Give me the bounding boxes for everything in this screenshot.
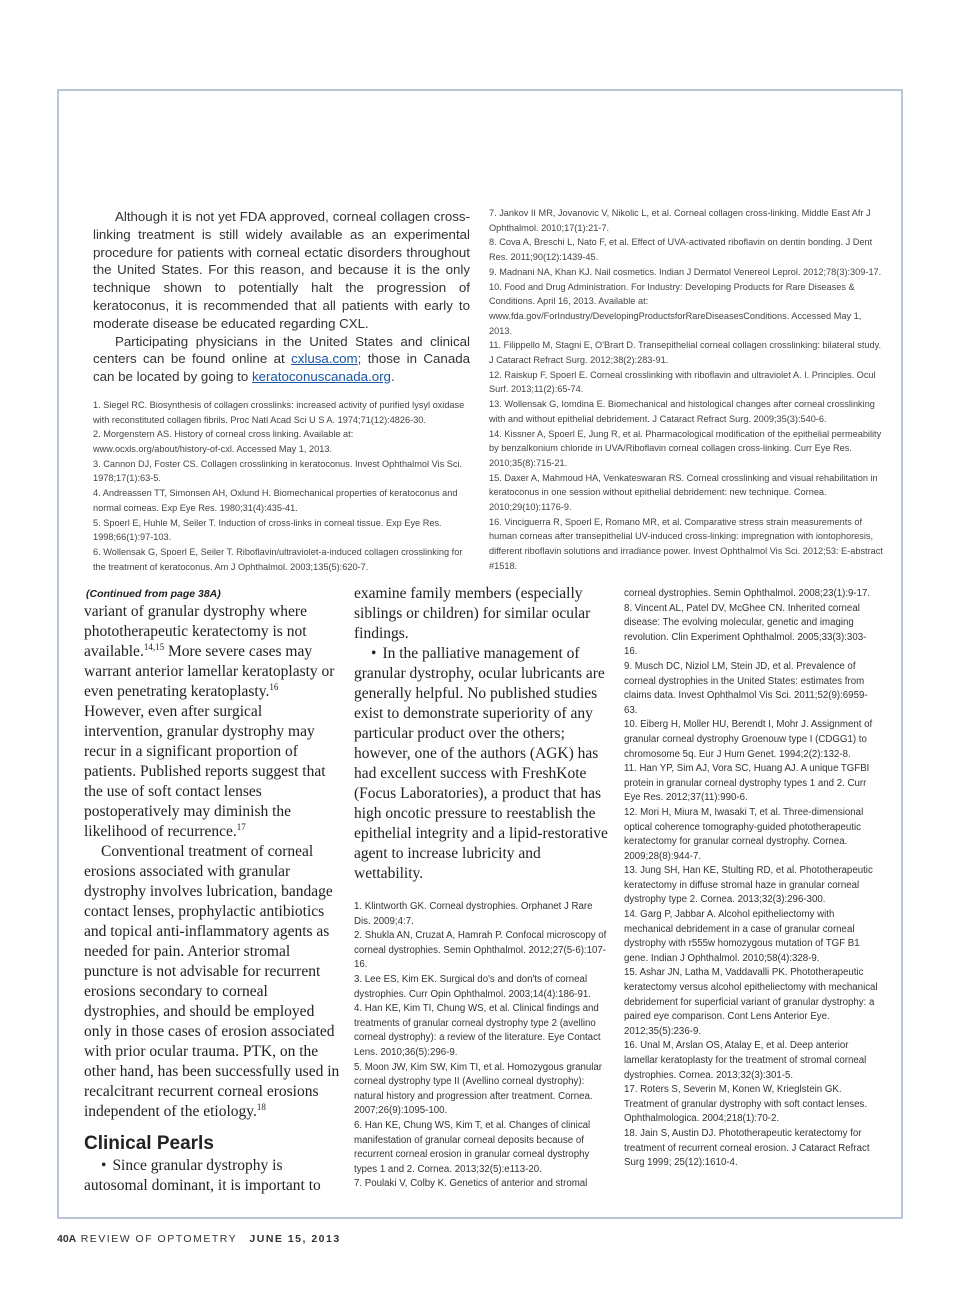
- reference-item: 9. Madnani NA, Khan KJ. Nail cosmetics. Indian J Dermatol Venereol Leprol. 2012;78(3):309-17.: [489, 266, 882, 277]
- reference-item: 16. Vinciguerra R, Spoerl E, Romano MR, et al. Comparative stress strain measurements of human corneas after transepithelial UV-induced cross-linking: impregnation with iontophoresis, different riboflavin solutions and irradiance power. Invest Ophthalmol Vis Sci. 2012;53: E-abstract #1518.: [489, 516, 883, 571]
- reference-item: 6. Wollensak G, Spoerl E, Seiler T. Riboflavin/ultraviolet-a-induced collagen crosslinking for the treatment of keratoconus. Am J Ophthalmol. 2003;135(5):620-7.: [93, 547, 463, 572]
- reference-item: 10. Eiberg H, Moller HU, Berendt I, Mohr J. Assignment of granular corneal dystrophy Groenouw type I (CDGG1) to chromosome 5q. Eur J Hum Genet. 1994;2(2):132-8.: [624, 719, 873, 760]
- reference-item: 13. Jung SH, Han KE, Stulting RD, et al. Phototherapeutic keratectomy in diffuse stromal haze in granular corneal dystrophy type 2. Cornea. 2013;32(3):296-300.: [624, 865, 873, 906]
- reference-item: 1. Klintworth GK. Corneal dystrophies. Orphanet J Rare Dis. 2009;4:7.: [354, 901, 593, 927]
- reference-item: 8. Vincent AL, Patel DV, McGhee CN. Inherited corneal disease: The evolving molecular, genetic and imaging revolution. Clin Experiment Ophthalmol. 2005;33(3):303-16.: [624, 602, 867, 658]
- pearl-bullet: • Since granular dystrophy is autosomal dominant, it is important to: [84, 1156, 340, 1196]
- reference-item: 5. Moon JW, Kim SW, Kim TI, et al. Homozygous granular corneal dystrophy type II (Avellino corneal dystrophy): natural history and progression after treatment. Cornea. 2007;26(9):1095-100.: [354, 1061, 603, 1117]
- sidebar-paragraph: Although it is not yet FDA approved, corneal collagen cross-linking treatment is still widely available as an experimental procedure for patients with corneal ectatic disorders throughout the United States. For this reason, and because it is the only technique shown to potentially halt the progression of keratoconus, it is recommended that all patients with early to moderate disease be educated regarding CXL.: [93, 209, 470, 331]
- sidebar-box: [73, 200, 887, 574]
- reference-item: 9. Musch DC, Niziol LM, Stein JD, et al. Prevalence of corneal dystrophies in the United States: estimates from claims data. Invest Ophthalmol Vis Sci. 2011;52(9):6959-63.: [624, 660, 868, 716]
- reference-item: 7. Poulaki V, Colby K. Genetics of anterior and stromal: [354, 1178, 588, 1190]
- magazine-name: REVIEW OF OPTOMETRY: [80, 1233, 237, 1245]
- pearl-bullet: • In the palliative management of granular dystrophy, ocular lubricants are generally helpful. No published studies exist to demonstrate superiority of any particular product over the others; however, one of the authors (AGK) has had excellent success with FreshKote (Focus Laboratories), a product that has high oncotic pressure to reestablish the epithelial integrity and a lipid-restorative agent to increase lubricity and wettability.: [354, 644, 610, 884]
- article-column-3: [624, 587, 879, 1171]
- reference-item: 1. Siegel RC. Biosynthesis of collagen crosslinks: increased activity of purified lysyl oxidase with reconstituted collagen fibrils. Proc Natl Acad Sci U S A. 1974;71(12):4826-30.: [93, 399, 465, 425]
- reference-item: 12. Mori H, Miura M, Iwasaki T, et al. Three-dimensional optical coherence tomography-guided phototherapeutic keratectomy for granular corneal dystrophy. Cornea. 2009;28(8):944-7.: [624, 806, 864, 862]
- cxlusa-link[interactable]: cxlusa.com: [291, 351, 358, 367]
- reference-item: 3. Lee ES, Kim EK. Surgical do's and don'ts of corneal dystrophies. Curr Opin Ophthalmol. 2003;14(4):186-91.: [354, 973, 591, 1000]
- reference-item: 3. Cannon DJ, Foster CS. Collagen crosslinking in keratoconus. Invest Ophthalmol Vis Sci. 1978;17(1):63-5.: [93, 458, 463, 484]
- reference-item: 2. Shukla AN, Cruzat A, Hamrah P. Confocal microscopy of corneal dystrophies. Semin Ophthalmol. 2012;27(5-6):107-16.: [354, 930, 607, 971]
- keratoconuscanada-link[interactable]: keratoconuscanada.org: [251, 369, 391, 385]
- reference-item: 16. Unal M, Arslan OS, Atalay E, et al. Deep anterior lamellar keratoplasty for the treatment of stromal corneal dystrophies. Cornea. 2013;32(3):301-5.: [624, 1040, 867, 1081]
- sidebar-paragraph-links: Participating physicians in the United States and clinical centers can be found online at cxlusa.com; those in Canada can be located by going to keratoconuscanada.org.: [93, 333, 471, 385]
- page-footer: [57, 1233, 341, 1245]
- reference-item: 18. Jain S, Austin DJ. Phototherapeutic keratectomy for treatment of recurrent corneal erosion. J Cataract Refract Surg 1999; 25(12):1610-4.: [624, 1127, 870, 1169]
- reference-item: 12. Raiskup F, Spoerl E. Corneal crosslinking with riboflavin and ultraviolet A. I. Principles. Ocul Surf. 2013;11(2):65-74.: [489, 369, 876, 395]
- section-heading: Clinical Pearls: [84, 1133, 214, 1154]
- sidebar-references-left: [93, 398, 470, 574]
- sidebar-left-column: [93, 208, 470, 574]
- article-paragraph: Conventional treatment of corneal erosions associated with granular dystrophy involves lubrication, bandage contact lenses, prophylactic antibiotics and topical anti-inflammatory agents as needed for pain. Anterior stromal puncture is not advisable for recurrent erosions secondary to corneal dystrophies, and should be employed only in those cases of erosion associated with prior ocular trauma. PTK, on the other hand, has been successfully used in recalcitrant recurrent corneal erosions independent of the etiology.$^{18}$: [84, 843, 340, 1120]
- reference-item: 15. Ashar JN, Latha M, Vaddavalli PK. Phototherapeutic keratectomy versus alcohol epitheliectomy with mechanical debridement for superficial variant of granular dystrophy: a paired eye comparison. Cont Lens Anterior Eye. 2012;35(5):236-9.: [624, 967, 878, 1037]
- references-list: [354, 900, 610, 1192]
- article-paragraph: examine family members (especially siblings or children) for similar ocular findings.: [354, 585, 591, 642]
- citation: 16: [269, 681, 279, 692]
- citation: 17: [236, 821, 246, 832]
- issue-date: JUNE 15, 2013: [249, 1233, 341, 1245]
- reference-item: 4. Andreassen TT, Simonsen AH, Oxlund H. Biomechanical properties of keratoconus and normal corneas. Exp Eye Res. 1980;31(4):435-41.: [93, 488, 458, 513]
- article-column-2: [354, 584, 610, 1192]
- reference-item: 5. Spoerl E, Huhle M, Seiler T. Induction of cross-links in corneal tissue. Exp Eye Res. 1998;66(1):97-103.: [93, 517, 442, 543]
- reference-item: 14. Garg P, Jabbar A. Alcohol epitheliectomy with mechanical debridement in a case of granular corneal dystrophy with r555w homozygous mutation of TGF B1 gene. Indian J Ophthalmol. 2010;58(4):328-9.: [624, 909, 860, 964]
- reference-item: 15. Daxer A, Mahmoud HA, Venkateswaran RS. Corneal crosslinking and visual rehabilitation in keratoconus in one session without epithelial debridement: new technique. Cornea. 2010;29(10):1176-9.: [489, 472, 878, 513]
- reference-item: 10. Food and Drug Administration. For Industry: Developing Products for Rare Diseases & Conditions. April 16, 2013. Available at: www.fda.gov/ForIndustry/DevelopingProductsforRareDiseasesConditions. Accessed May 1, 2013.: [489, 281, 862, 336]
- reference-item: 2. Morgenstern AS. History of corneal cross linking. Available at: www.ocxls.org/about/history-of-cxl. Accessed May 1, 2013.: [93, 429, 354, 455]
- reference-item: 17. Roters S, Severin M, Konen W, Krieglstein GK. Treatment of granular dystrophy with soft contact lenses. Ophthalmologica. 2004;218(1):70-2.: [624, 1084, 868, 1125]
- reference-item: 7. Jankov II MR, Jovanovic V, Nikolic L, et al. Corneal collagen cross-linking. Middle East Afr J Ophthalmol. 2010;17(1):21-7.: [489, 208, 871, 233]
- sidebar-references-right: [489, 206, 883, 574]
- reference-item: 14. Kissner A, Spoerl E, Jung R, et al. Pharmacological modification of the epithelial permeability by benzalkonium chloride in UVA/Riboflavin corneal collagen cross-linking. Curr Eye Res. 2010;35(8):715-21.: [489, 428, 882, 468]
- reference-item: 8. Cova A, Breschi L, Nato F, et al. Effect of UVA-activated riboflavin on dentin bonding. J Dent Res. 2011;90(12):1439-45.: [489, 237, 873, 263]
- reference-item: 11. Filippello M, Stagni E, O'Brart D. Transepithelial corneal collagen crosslinking: bilateral study. J Cataract Refract Surg. 2012;38(2):283-91.: [489, 340, 882, 366]
- reference-item: 4. Han KE, Kim TI, Chung WS, et al. Clinical findings and treatments of granular corneal dystrophy type 2 (avellino corneal dystrophy): a review of the literature. Eye Contact Lens. 2010;36(5):296-9.: [354, 1003, 601, 1058]
- page-number: 40A: [57, 1233, 77, 1245]
- article-column-1: [84, 586, 340, 1196]
- reference-item: corneal dystrophies. Semin Ophthalmol. 2008;23(1):9-17.: [624, 588, 871, 599]
- citation: 14,15: [143, 641, 165, 652]
- reference-item: 6. Han KE, Chung WS, Kim T, et al. Changes of clinical manifestation of granular corneal deposits because of recurrent corneal erosion in granular corneal dystrophy types 1 and 2. Cornea. 2013;32(5):e113-20.: [354, 1119, 591, 1175]
- citation: 18: [256, 1101, 266, 1112]
- reference-item: 11. Han YP, Sim AJ, Vora SC, Huang AJ. A unique TGFBI protein in granular corneal dystrophy types 1 and 2. Curr Eye Res. 2012;37(11):990-6.: [624, 763, 870, 804]
- continued-note: (Continued from page 38A): [86, 588, 221, 600]
- article-paragraph: variant of granular dystrophy where phototherapeutic keratectomy is not available.$^{14,15}$ More severe cases may warrant anterior lamellar keratoplasty or even penetrating keratoplasty.$^{16}$ However, even after surgical intervention, granular dystrophy may recur in a significant proportion of patients. Published reports suggest that the use of soft contact lenses postoperatively may diminish the likelihood of recurrence.$^{17}$: [84, 603, 335, 840]
- reference-item: 13. Wollensak G, Iomdina E. Biomechanical and histological changes after corneal crosslinking with and without epithelial debridement. J Cataract Refract Surg. 2009;35(3):540-6.: [489, 399, 875, 424]
